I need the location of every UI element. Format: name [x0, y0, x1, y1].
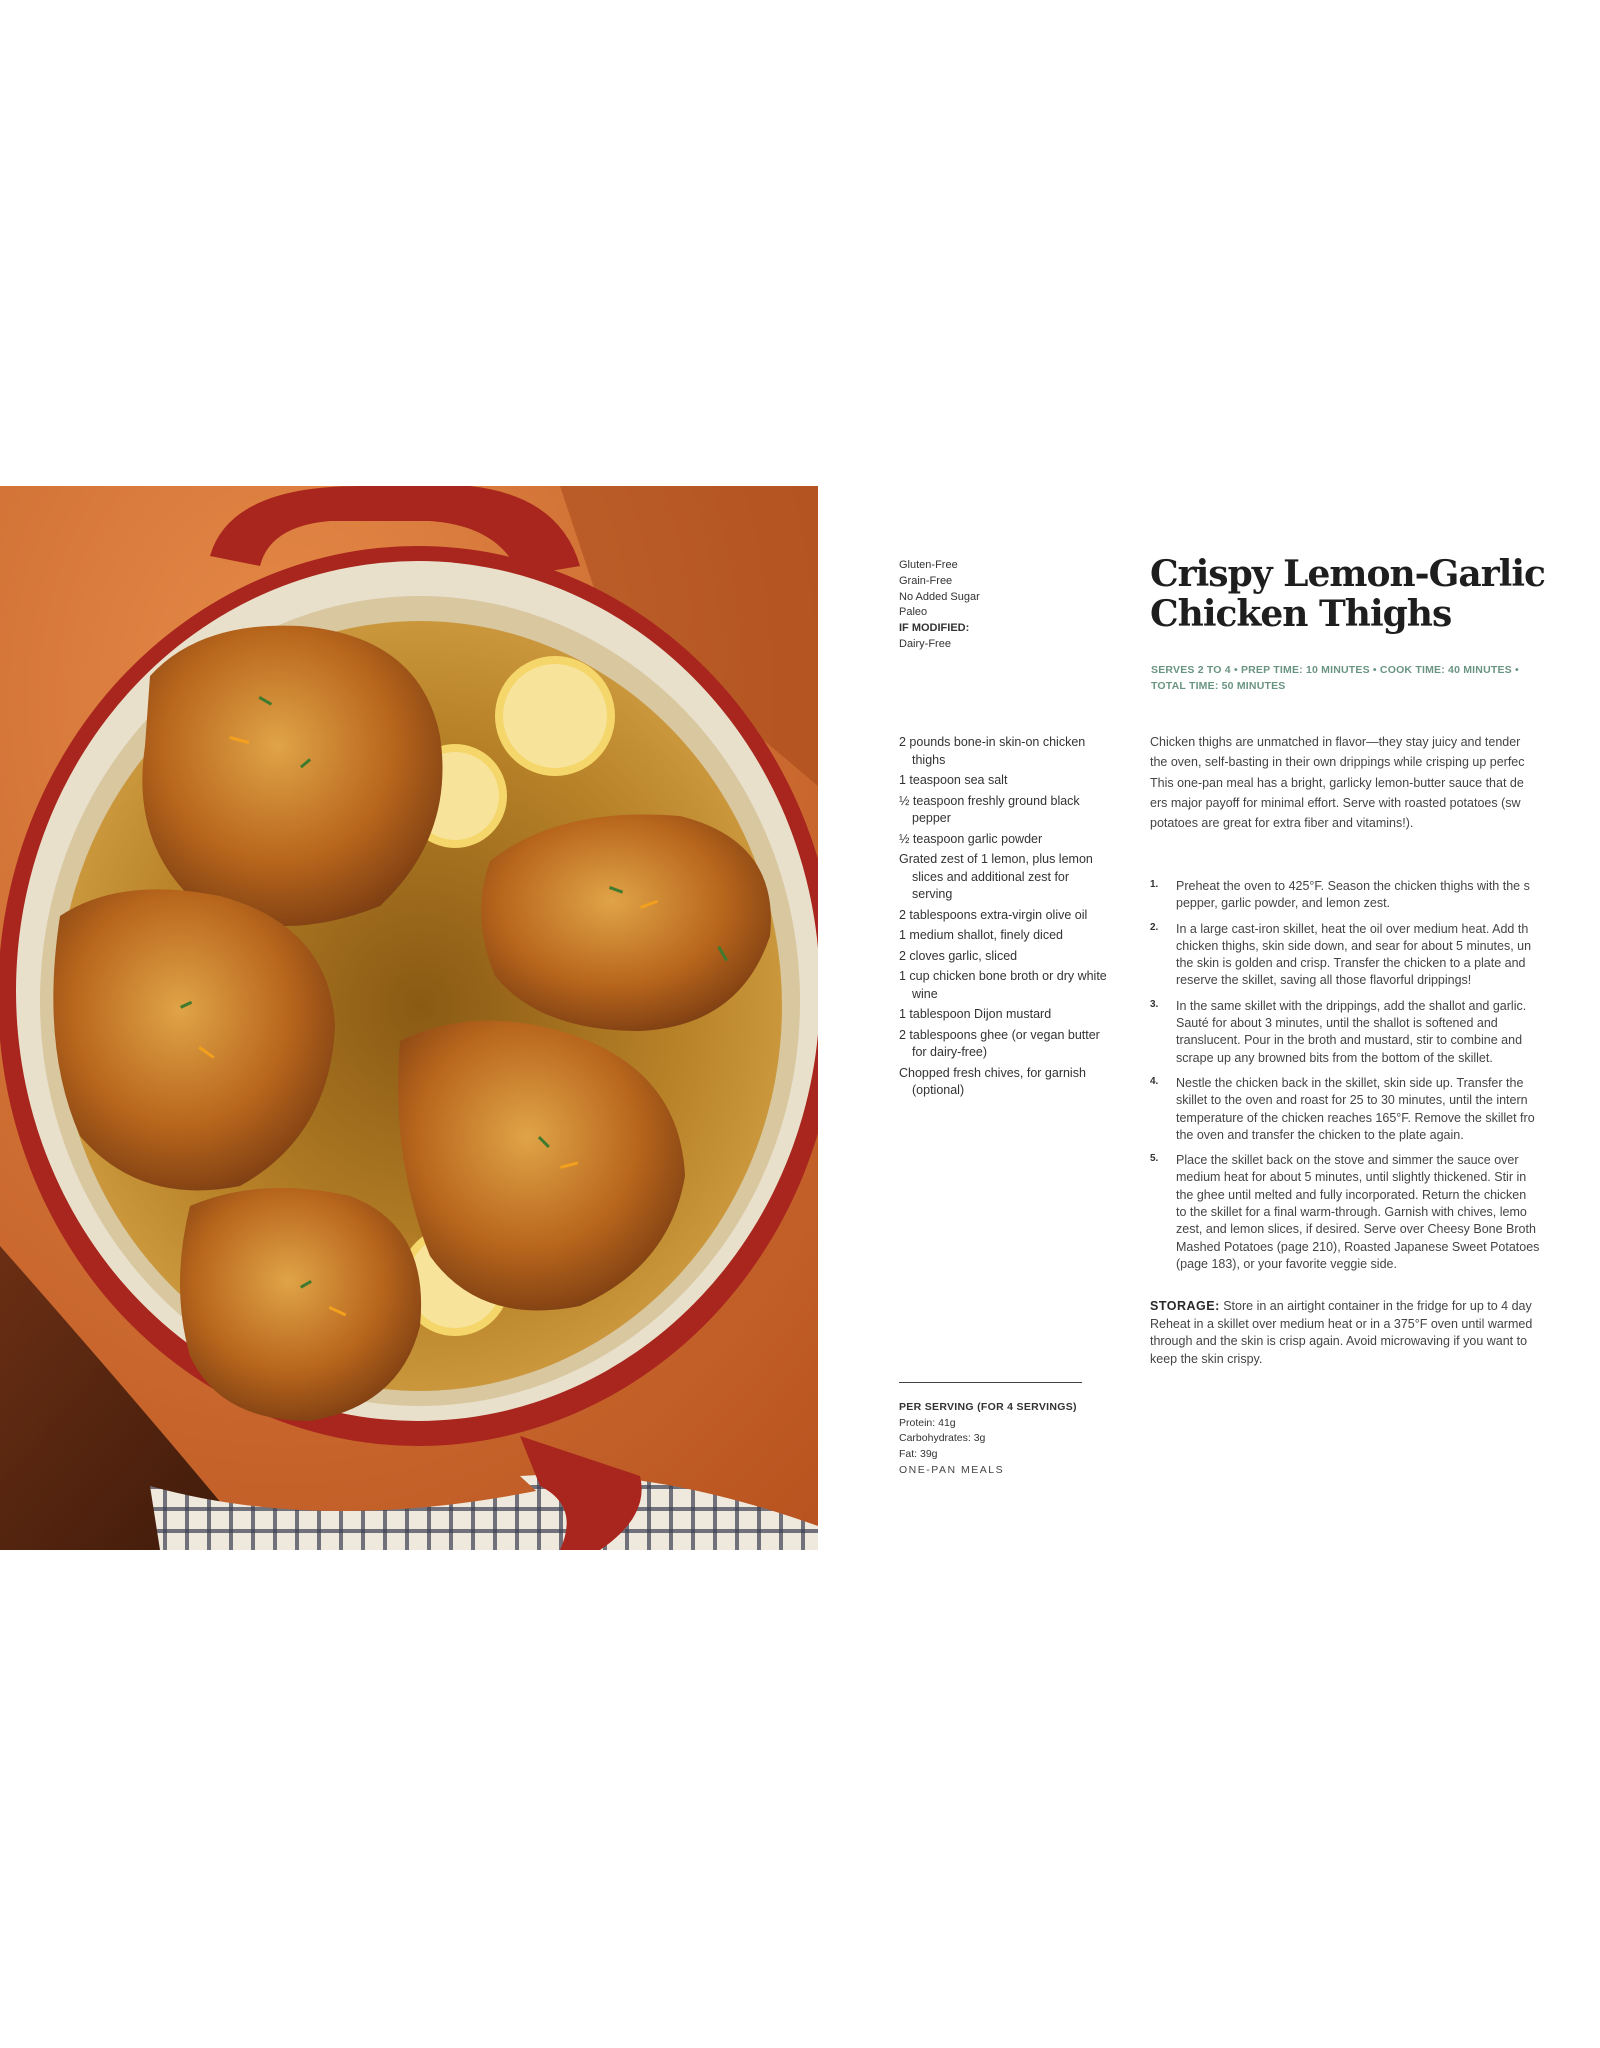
step-number: 1.: [1150, 879, 1159, 890]
step-text: Place the skillet back on the stove and simmer the sauce over medium heat for about 5 minutes, until slightly thickened. Stir in the ghee until melted and fully incorporated. Return the chicken to the skillet for a final warm-through. Garnish with chives, lemo zest, and lemon slices, if desired. Serve over Cheesy Bone Broth Mashed Potatoes (page 210), Roasted Japanese Sweet Potatoes (page 183), or your favorite veggie side.: [1176, 1153, 1540, 1271]
storage-text: Store in an airtight container in the fridge for up to 4 day Reheat in a skillet over medium heat or in a 375°F oven until warmed through and the skin is crisp again. Avoid microwaving if you want to keep the skin crispy.: [1150, 1299, 1533, 1366]
recipe-photo: [0, 486, 818, 1550]
ingredient-item: 1 medium shallot, finely diced: [899, 928, 1063, 942]
instruction-step: [1150, 878, 1600, 913]
dietary-tags: [899, 558, 980, 653]
ingredient-item: Chopped fresh chives, for garnish (optional): [899, 1065, 1086, 1097]
recipe-meta-line2: TOTAL TIME: 50 MINUTES: [1151, 680, 1286, 692]
step-number: 3.: [1150, 998, 1159, 1010]
nutrition-carbohydrates: Carbohydrates: 3g: [899, 1432, 986, 1445]
step-number: 4.: [1150, 1075, 1159, 1087]
recipe-title-line2: Chicken Thighs: [1150, 593, 1452, 635]
ingredient-item: 2 pounds bone-in skin-on chicken thighs: [899, 735, 1086, 767]
recipe-page: [818, 486, 1600, 1550]
nutrition-info: [899, 1400, 1077, 1463]
ingredient-item: 1 cup chicken bone broth or dry white wine: [899, 969, 1107, 1001]
instructions-list: [1150, 878, 1600, 1281]
dietary-tag: Grain-Free: [899, 574, 953, 587]
nutrition-heading: PER SERVING (FOR 4 SERVINGS): [899, 1401, 1077, 1413]
dietary-tag: Paleo: [899, 606, 928, 619]
instruction-step: [1150, 921, 1600, 990]
ingredients-list: [899, 734, 1109, 1103]
instruction-step: [1150, 1075, 1600, 1144]
step-text: Preheat the oven to 425°F. Season the chicken thighs with the s pepper, garlic powder, and lemon zest.: [1176, 879, 1530, 911]
step-text: Nestle the chicken back in the skillet, skin side up. Transfer the skillet to the oven and roast for 25 to 30 minutes, until the intern temperature of the chicken reaches 165°F. Remove the skillet fro the oven and transfer the chicken to the plate again.: [1176, 1075, 1535, 1142]
storage-note: [1150, 1298, 1600, 1368]
storage-label: STORAGE:: [1150, 1299, 1220, 1313]
recipe-meta-line1: SERVES 2 TO 4 • PREP TIME: 10 MINUTES • COOK TIME: 40 MINUTES •: [1151, 664, 1519, 676]
ingredient-item: 2 tablespoons ghee (or vegan butter for dairy-free): [899, 1027, 1100, 1059]
nutrition-divider: [899, 1382, 1082, 1383]
nutrition-protein: Protein: 41g: [899, 1416, 956, 1429]
instruction-step: [1150, 998, 1600, 1067]
dietary-tag: Gluten-Free: [899, 559, 958, 571]
recipe-title: [1150, 554, 1600, 634]
page-footer-section: ONE-PAN MEALS: [899, 1464, 1005, 1476]
recipe-intro: Chicken thighs are unmatched in flavor—they stay juicy and tender the oven, self-basting in their own drippings while crisping up perfec This one-pan meal has a bright, garlicky lemon-butter sauce that de ers major payoff for minimal effort. Serve with roasted potatoes (sw potatoes are great for extra fiber and vitamins!).: [1150, 735, 1525, 831]
ingredient-item: 2 cloves garlic, sliced: [899, 948, 1018, 963]
instruction-step: [1150, 1152, 1600, 1273]
ingredient-item: 2 tablespoons extra-virgin olive oil: [899, 907, 1088, 922]
cookbook-spread: [0, 486, 1600, 1550]
dietary-tag: No Added Sugar: [899, 590, 980, 603]
step-text: In the same skillet with the drippings, add the shallot and garlic. Sauté for about 3 minutes, until the shallot is softened and translucent. Pour in the broth and mustard, stir to combine and scrape up any browned bits from the bottom of the skillet.: [1176, 998, 1527, 1065]
ingredient-item: 1 teaspoon sea salt: [899, 773, 1008, 787]
ingredient-item: ½ teaspoon freshly ground black pepper: [899, 793, 1080, 825]
ingredient-item: ½ teaspoon garlic powder: [899, 831, 1043, 846]
ingredient-item: 1 tablespoon Dijon mustard: [899, 1007, 1052, 1021]
dietary-tag-modified: Dairy-Free: [899, 637, 951, 650]
nutrition-fat: Fat: 39g: [899, 1448, 938, 1461]
step-number: 2.: [1150, 921, 1159, 933]
step-text: In a large cast-iron skillet, heat the oil over medium heat. Add th chicken thighs, skin side down, and sear for about 5 minutes, un the skin is golden and crisp. Transfer the chicken to a plate and reserve the skillet, saving all those flavorful drippings!: [1176, 921, 1532, 988]
recipe-title-line1: Crispy Lemon-Garlic: [1150, 553, 1545, 595]
if-modified-label: IF MODIFIED:: [899, 622, 970, 635]
recipe-meta: [1151, 662, 1591, 694]
ingredient-item: Grated zest of 1 lemon, plus lemon slices and additional zest for serving: [899, 852, 1093, 901]
step-number: 5.: [1150, 1153, 1159, 1165]
chicken-skillet-photo-icon: [0, 486, 818, 1550]
